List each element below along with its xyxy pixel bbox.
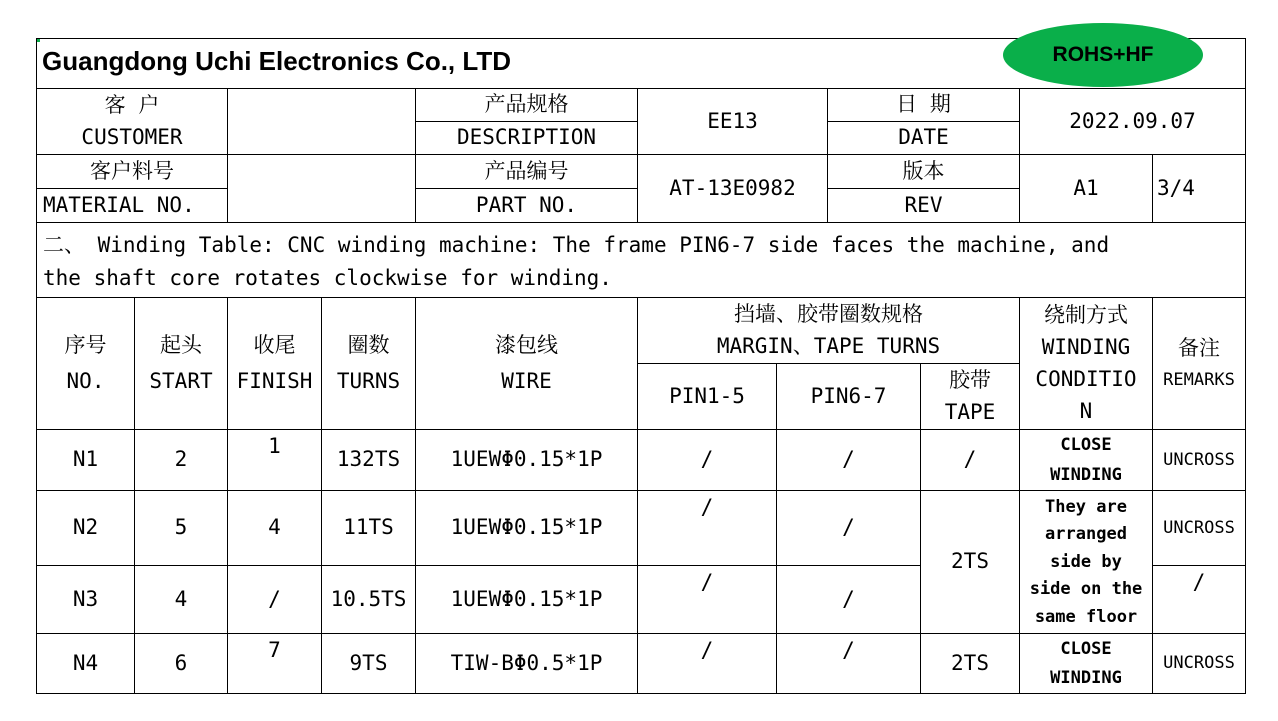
header-margin-en: MARGIN、TAPE TURNS: [716, 334, 941, 359]
row1-pin6-7: /: [776, 429, 920, 490]
row1-winding-line1: CLOSE: [1060, 434, 1112, 455]
description-label-cn: 产品规格: [415, 88, 637, 121]
header-turns-cn: 圈数: [347, 333, 390, 358]
row2-pin1-5: /: [637, 490, 776, 565]
header-remarks: [1152, 297, 1245, 429]
header-wire: [415, 297, 637, 429]
header-turns-en: TURNS: [336, 368, 401, 393]
customer-label-en: CUSTOMER: [81, 125, 183, 150]
header-pin1-5: PIN1-5: [637, 363, 776, 429]
merged-winding-line5: same floor: [1034, 606, 1138, 627]
header-start-en: START: [149, 368, 213, 393]
company-name: Guangdong Uchi Electronics Co., LTD: [42, 46, 511, 76]
row3-no: N3: [36, 565, 134, 633]
header-wire-en: WIRE: [501, 368, 552, 393]
header-start-cn: 起头: [160, 333, 202, 358]
header-margin-cn: 挡墙、胶带圈数规格: [734, 301, 923, 326]
winding-note-line2: the shaft core rotates clockwise for winding.: [43, 266, 612, 290]
material-label-en: MATERIAL NO.: [36, 188, 227, 222]
header-winding-en2: CONDITIO: [1035, 366, 1137, 391]
row2-pin6-7: /: [776, 490, 920, 565]
row3-wire: 1UEWΦ0.15*1P: [415, 565, 637, 633]
row1-no: N1: [36, 429, 134, 490]
header-pin6-7: PIN6-7: [776, 363, 920, 429]
row1-tape: /: [920, 429, 1019, 490]
date-label-cn: 日 期: [827, 88, 1019, 121]
row1-remarks: UNCROSS: [1152, 429, 1245, 490]
winding-note-line1: 二、 Winding Table: CNC winding machine: The frame PIN6-7 side faces the machine, and: [43, 233, 1110, 257]
row1-pin1-5: /: [637, 429, 776, 490]
row4-pin1-5: /: [637, 633, 776, 693]
table-bottom-border: [36, 693, 1246, 694]
merged-winding-line2: arranged: [1045, 524, 1127, 545]
row1-start: 2: [134, 429, 227, 490]
page-number: 3/4: [1152, 154, 1245, 222]
row3-finish: /: [227, 565, 321, 633]
header-remarks-en: REMARKS: [1163, 370, 1235, 391]
material-label-cn: 客户料号: [36, 154, 227, 188]
merged-tape: 2TS: [920, 490, 1019, 633]
row3-start: 4: [134, 565, 227, 633]
header-tape-cn: 胶带: [949, 367, 991, 392]
row2-start: 5: [134, 490, 227, 565]
header-wire-cn: 漆包线: [495, 333, 558, 358]
header-winding-en1: WINDING: [1041, 335, 1131, 360]
table-right-border: [1245, 38, 1246, 694]
row3-remarks: /: [1152, 565, 1245, 633]
row4-no: N4: [36, 633, 134, 693]
header-tape-en: TAPE: [944, 400, 996, 425]
row3-pin1-5: /: [637, 565, 776, 633]
winding-note: [36, 222, 1245, 297]
row4-winding: [1019, 633, 1152, 693]
customer-label-cn: 客 户: [104, 92, 160, 117]
row4-finish: 7: [227, 633, 321, 693]
header-turns: [321, 297, 415, 429]
row2-no: N2: [36, 490, 134, 565]
row1-winding-line2: WINDING: [1050, 464, 1122, 485]
row1-winding: [1019, 429, 1152, 490]
rev-value: A1: [1019, 154, 1152, 222]
header-margin: [637, 297, 1019, 363]
header-remarks-cn: 备注: [1178, 336, 1220, 361]
merged-winding: [1019, 490, 1152, 633]
header-finish: [227, 297, 321, 429]
row1-turns: 132TS: [321, 429, 415, 490]
header-winding-en3: N: [1079, 398, 1093, 423]
header-no-cn: 序号: [64, 333, 107, 358]
row4-wire: TIW-BΦ0.5*1P: [415, 633, 637, 693]
rev-label-cn: 版本: [827, 154, 1019, 188]
header-winding-cn: 绕制方式: [1044, 303, 1128, 328]
row2-wire: 1UEWΦ0.15*1P: [415, 490, 637, 565]
row4-tape: 2TS: [920, 633, 1019, 693]
row1-wire: 1UEWΦ0.15*1P: [415, 429, 637, 490]
rohs-hf-badge: ROHS+HF: [1003, 23, 1203, 87]
header-tape: [920, 363, 1019, 429]
row4-winding-line2: WINDING: [1050, 668, 1122, 689]
row2-finish: 4: [227, 490, 321, 565]
customer-value: [227, 88, 415, 154]
material-value: [227, 154, 415, 222]
part-value: AT-13E0982: [637, 154, 827, 222]
header-winding: [1019, 297, 1152, 429]
merged-winding-line3: side by: [1050, 551, 1122, 572]
merged-winding-line1: They are: [1045, 496, 1127, 517]
customer-label: [36, 88, 227, 154]
part-label-cn: 产品编号: [415, 154, 637, 188]
description-label-en: DESCRIPTION: [415, 121, 637, 154]
header-start: [134, 297, 227, 429]
row3-turns: 10.5TS: [321, 565, 415, 633]
part-label-en: PART NO.: [415, 188, 637, 222]
row2-remarks: UNCROSS: [1152, 490, 1245, 565]
header-no-en: NO.: [66, 368, 105, 393]
header-finish-cn: 收尾: [253, 333, 296, 358]
header-finish-en: FINISH: [236, 368, 313, 393]
description-value: EE13: [637, 88, 827, 154]
rev-label-en: REV: [827, 188, 1019, 222]
date-label-en: DATE: [827, 121, 1019, 154]
row4-winding-line1: CLOSE: [1060, 638, 1112, 659]
date-value: 2022.09.07: [1019, 88, 1245, 154]
row1-finish: 1: [227, 429, 321, 490]
row2-turns: 11TS: [321, 490, 415, 565]
merged-winding-line4: side on the: [1029, 579, 1143, 600]
row4-turns: 9TS: [321, 633, 415, 693]
row4-pin6-7: /: [776, 633, 920, 693]
header-no: [36, 297, 134, 429]
row4-start: 6: [134, 633, 227, 693]
row3-pin6-7: /: [776, 565, 920, 633]
row4-remarks: UNCROSS: [1152, 633, 1245, 693]
